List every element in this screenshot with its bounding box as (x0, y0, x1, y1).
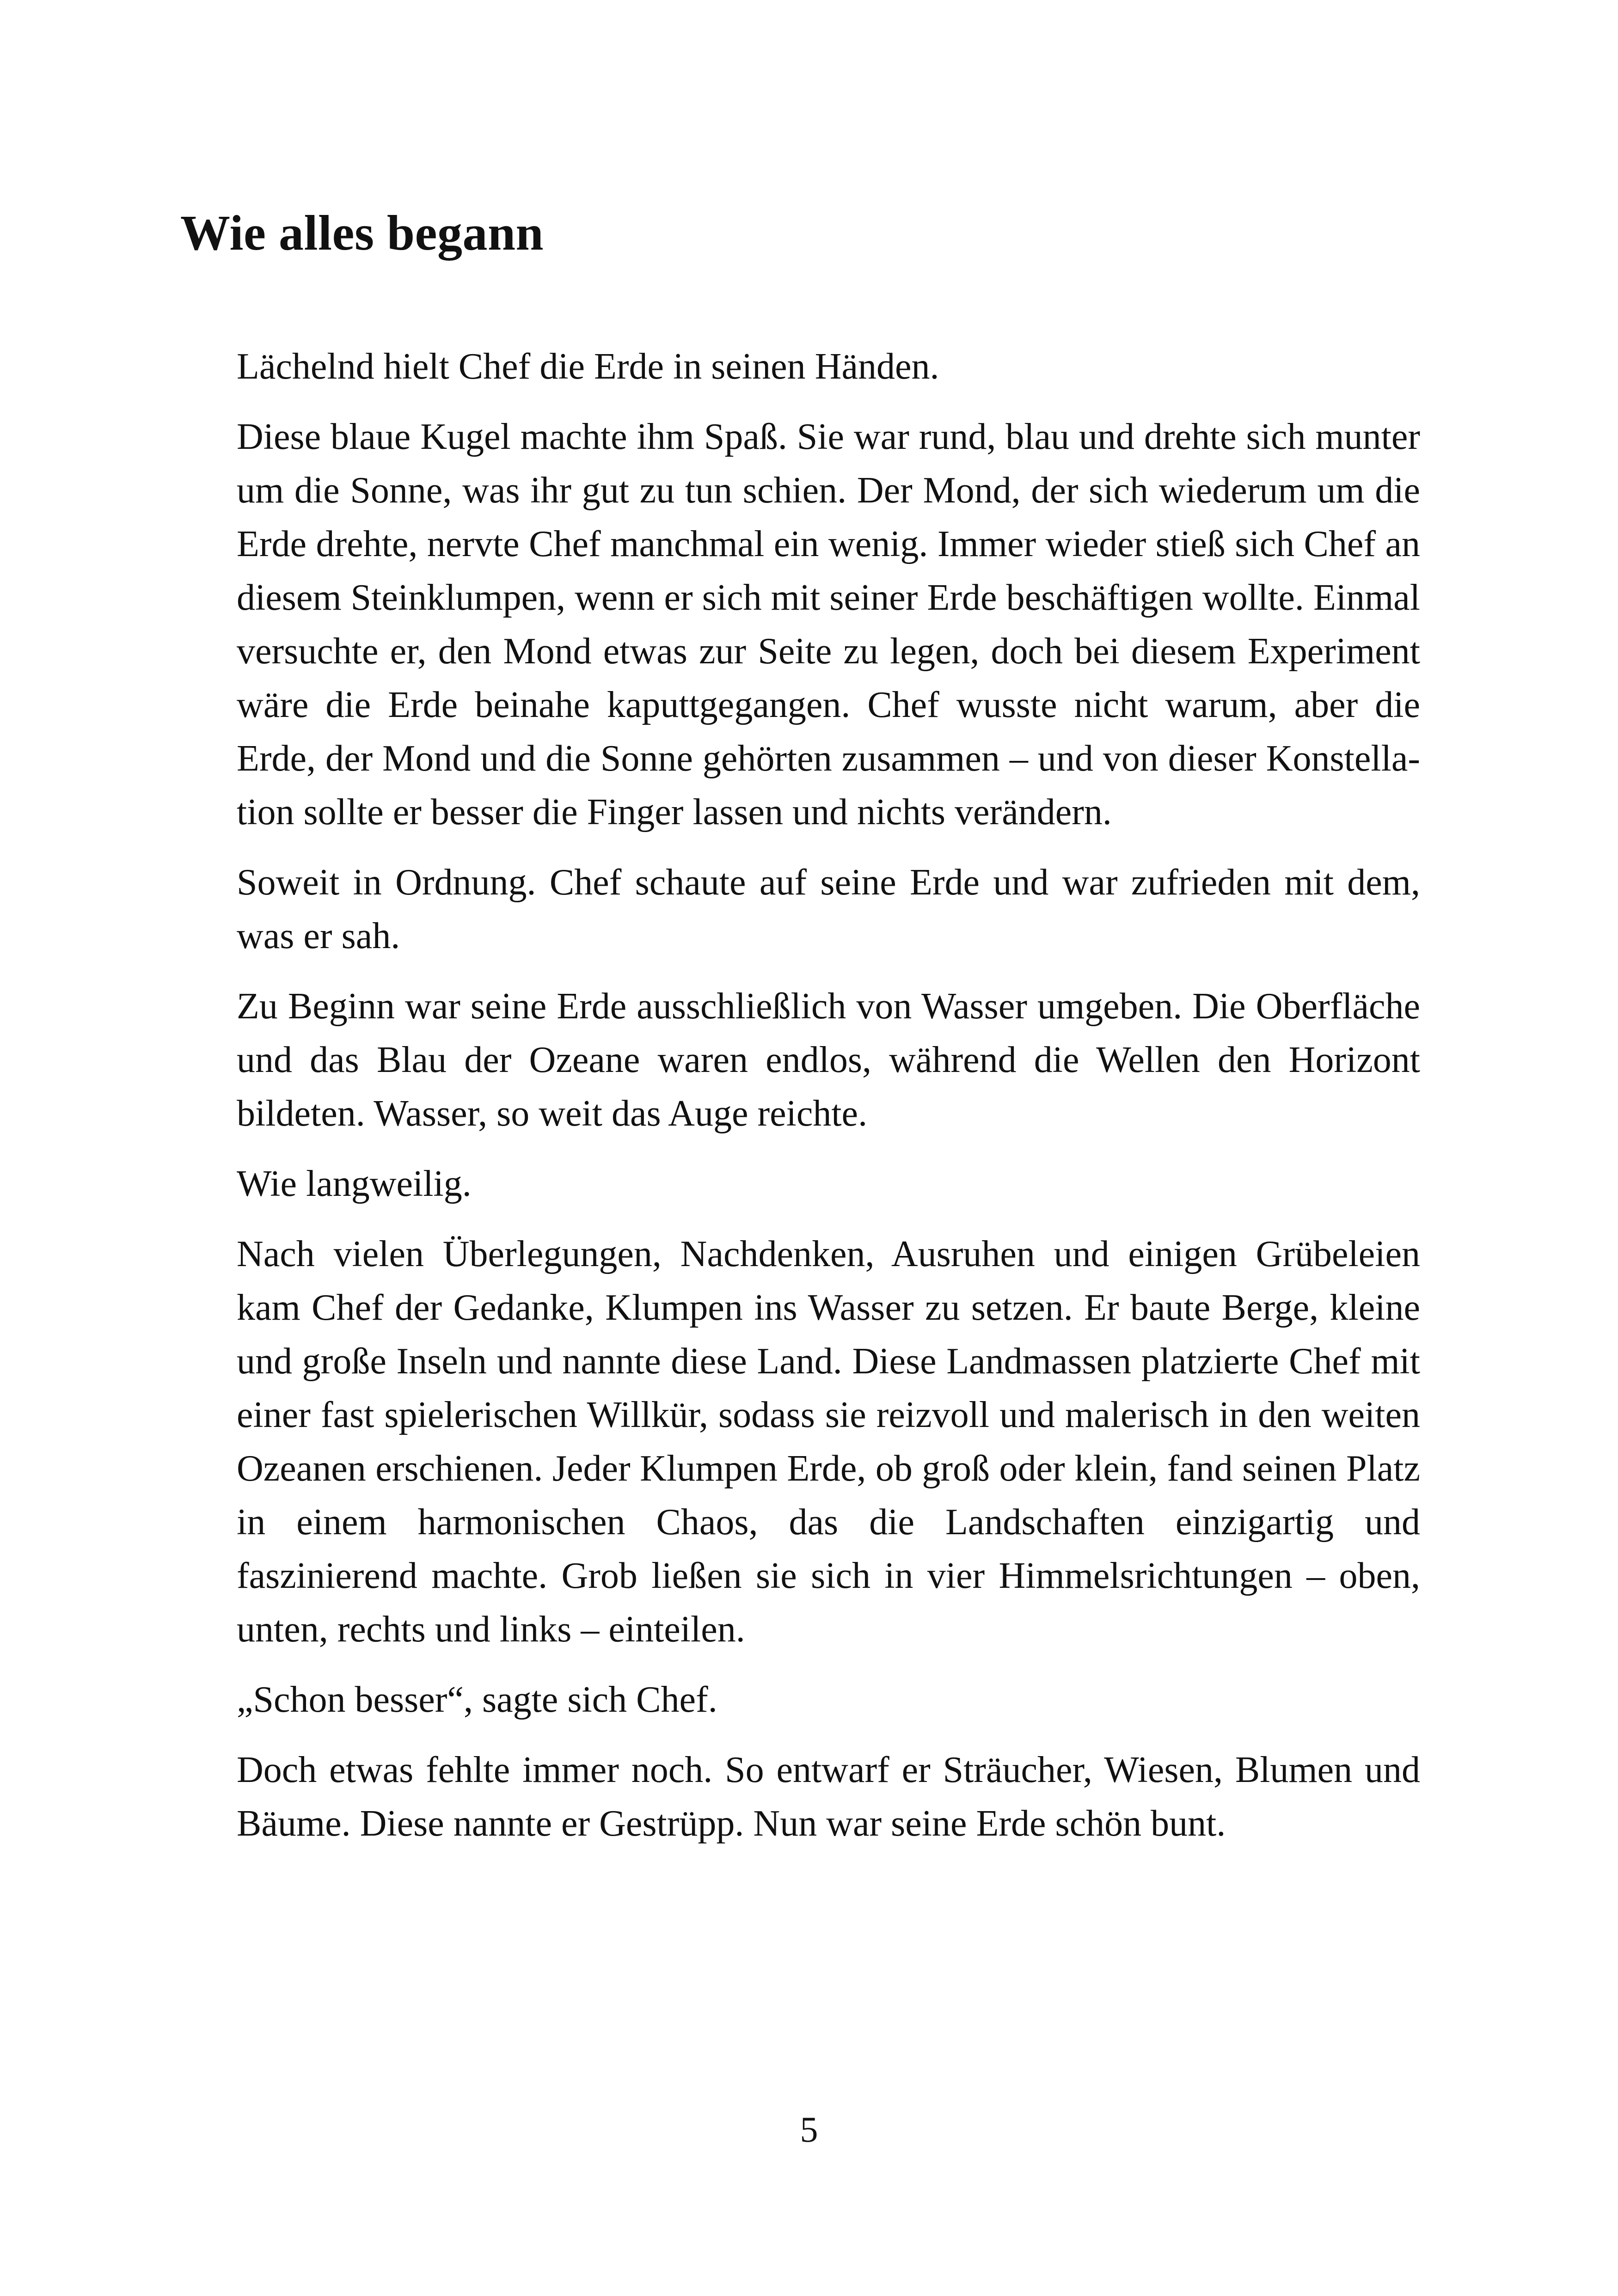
paragraph: Diese blaue Kugel machte ihm Spaß. Sie war rund, blau und drehte sich munter um die Sonne, was ihr gut zu tun schien. Der Mond, der sich wiederum um die Erde drehte, nervte Chef manchmal ein wenig. Immer wieder stieß sich Chef an diesem Steinklumpen, wenn er sich mit seiner Erde beschäftigen wollte. Einmal versuchte er, den Mond etwas zur Seite zu legen, doch bei diesem Experiment wäre die Erde beinahe kaputtgegangen. Chef wusste nicht warum, aber die Erde, der Mond und die Sonne gehörten zusammen – und von dieser Konstellation sollte er besser die Finger lassen und nichts verändern. (237, 416, 1420, 833)
chapter-title: Wie alles begann (180, 206, 544, 261)
paragraph: „Schon besser“, sagte sich Chef. (237, 1679, 717, 1720)
paragraph: Nach vielen Überlegungen, Nachdenken, Ausruhen und einigen Grübeleien kam Chef der Gedanke, Klumpen ins Wasser zu setzen. Er baute Berge, kleine und große Inseln und nannte diese Land. Diese Landmassen platzierte Chef mit einer fast spielerischen Willkür, sodass sie reizvoll und malerisch in den weiten Ozeanen erschienen. Jeder Klumpen Erde, ob groß oder klein, fand seinen Platz in einem harmonischen Chaos, das die Landschaften einzigartig und faszinierend machte. Grob ließen sie sich in vier Himmelsrichtungen – oben, unten, rechts und links – einteilen. (237, 1234, 1420, 1650)
paragraph: Wie langweilig. (237, 1163, 472, 1204)
paragraph: Soweit in Ordnung. Chef schaute auf seine Erde und war zufrieden mit dem, was er sah. (237, 862, 1420, 956)
paragraph: Doch etwas fehlte immer noch. So entwarf er Sträucher, Wiesen, Blumen und Bäume. Diese nannte er Gestrüpp. Nun war seine Erde schön bunt. (237, 1750, 1420, 1844)
page-number: 5 (800, 2109, 818, 2149)
paragraph: Zu Beginn war seine Erde ausschließlich von Wasser umgeben. Die Oberfläche und das Blau der Ozeane waren endlos, während die Wellen den Horizont bildeten. Wasser, so weit das Auge reichte. (237, 986, 1420, 1134)
paragraph: Lächelnd hielt Chef die Erde in seinen Händen. (237, 346, 939, 387)
chapter-body (237, 340, 1420, 1867)
